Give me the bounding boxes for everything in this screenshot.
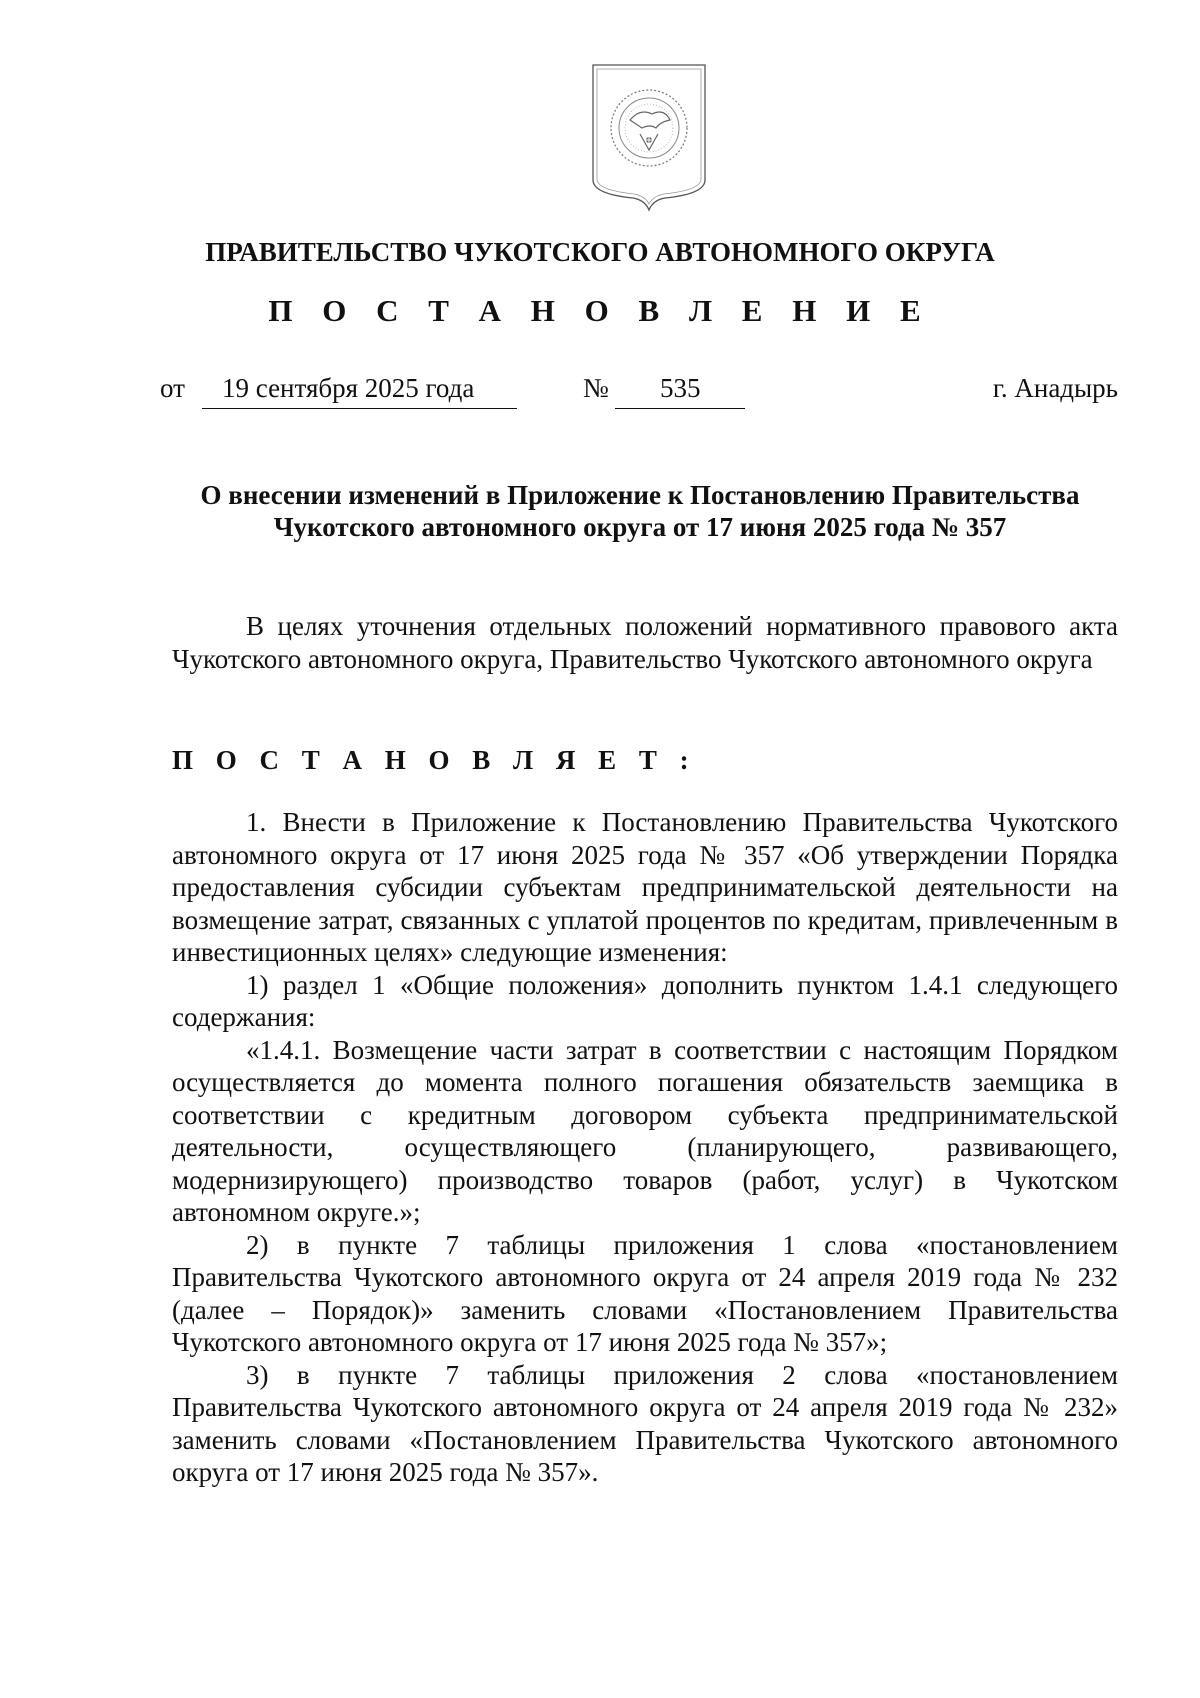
paragraph-quote: «1.4.1. Возмещение части затрат в соответствии с настоящим Порядком осуществляется до момента полного погашения обязательств заемщика в соответствии с кредитным договором субъекта предпринимательской деятельности, осуществляющего (планирующего, развивающего, модернизирующего) производство товаров (работ, услуг) в Чукотском автономном округе.»; <box>172 1034 1118 1227</box>
number-underline <box>615 408 745 409</box>
paragraph-1: 1. Внести в Приложение к Постановлению Правительства Чукотского автономного округа от 17 июня 2025 года № 357 «Об утверждении Порядка предоставления субсидии субъектам предпринимательской деятельности на возмещение затрат, связанных с уплатой процентов по кредитам, привлеченным в инвестиционных целях» следующие изменения: <box>172 807 1118 967</box>
document-type: П О С Т А Н О В Л Е Н И Е <box>268 293 932 328</box>
number-prefix: № <box>583 373 609 403</box>
preamble-text: В целях уточнения отдельных положений нормативного правового акта Чукотского автономного округа, Правительство Чукотского автономного округа <box>172 611 1118 674</box>
date-prefix: от <box>160 373 185 403</box>
paragraph-1-3: 3) в пункте 7 таблицы приложения 2 слова «постановлением Правительства Чукотского автономного округа от 24 апреля 2019 года № 232» заменить словами «Постановлением Правительства Чукотского автономного округа от 17 июня 2025 года № 357». <box>172 1359 1118 1487</box>
document-number: 535 <box>660 373 701 403</box>
title-line-1: О внесении изменений в Приложение к Постановлению Правительства <box>200 480 1080 510</box>
paragraph-1-1: 1) раздел 1 «Общие положения» дополнить пунктом 1.4.1 следующего содержания: <box>172 969 1118 1032</box>
document-city: г. Анадырь <box>992 373 1118 403</box>
document-date: 19 сентября 2025 года <box>222 373 475 403</box>
document-title <box>160 479 1120 543</box>
title-line-2: Чукотского автономного округа от 17 июня 2025 года № 357 <box>273 512 1007 542</box>
coat-of-arms-icon <box>590 62 708 212</box>
date-underline <box>202 408 517 409</box>
decree-heading: П О С Т А Н О В Л Я Е Т : <box>172 745 697 775</box>
preamble <box>172 610 1118 675</box>
paragraph-1-2: 2) в пункте 7 таблицы приложения 1 слова «постановлением Правительства Чукотского автономного округа от 24 апреля 2019 года № 232 (далее – Порядок)» заменить словами «Постановлением Правительства Чукотского автономного округа от 17 июня 2025 года № 357»; <box>172 1229 1118 1357</box>
decree-body <box>172 806 1118 1489</box>
organization-name: ПРАВИТЕЛЬСТВО ЧУКОТСКОГО АВТОНОМНОГО ОКРУГА <box>205 237 995 267</box>
